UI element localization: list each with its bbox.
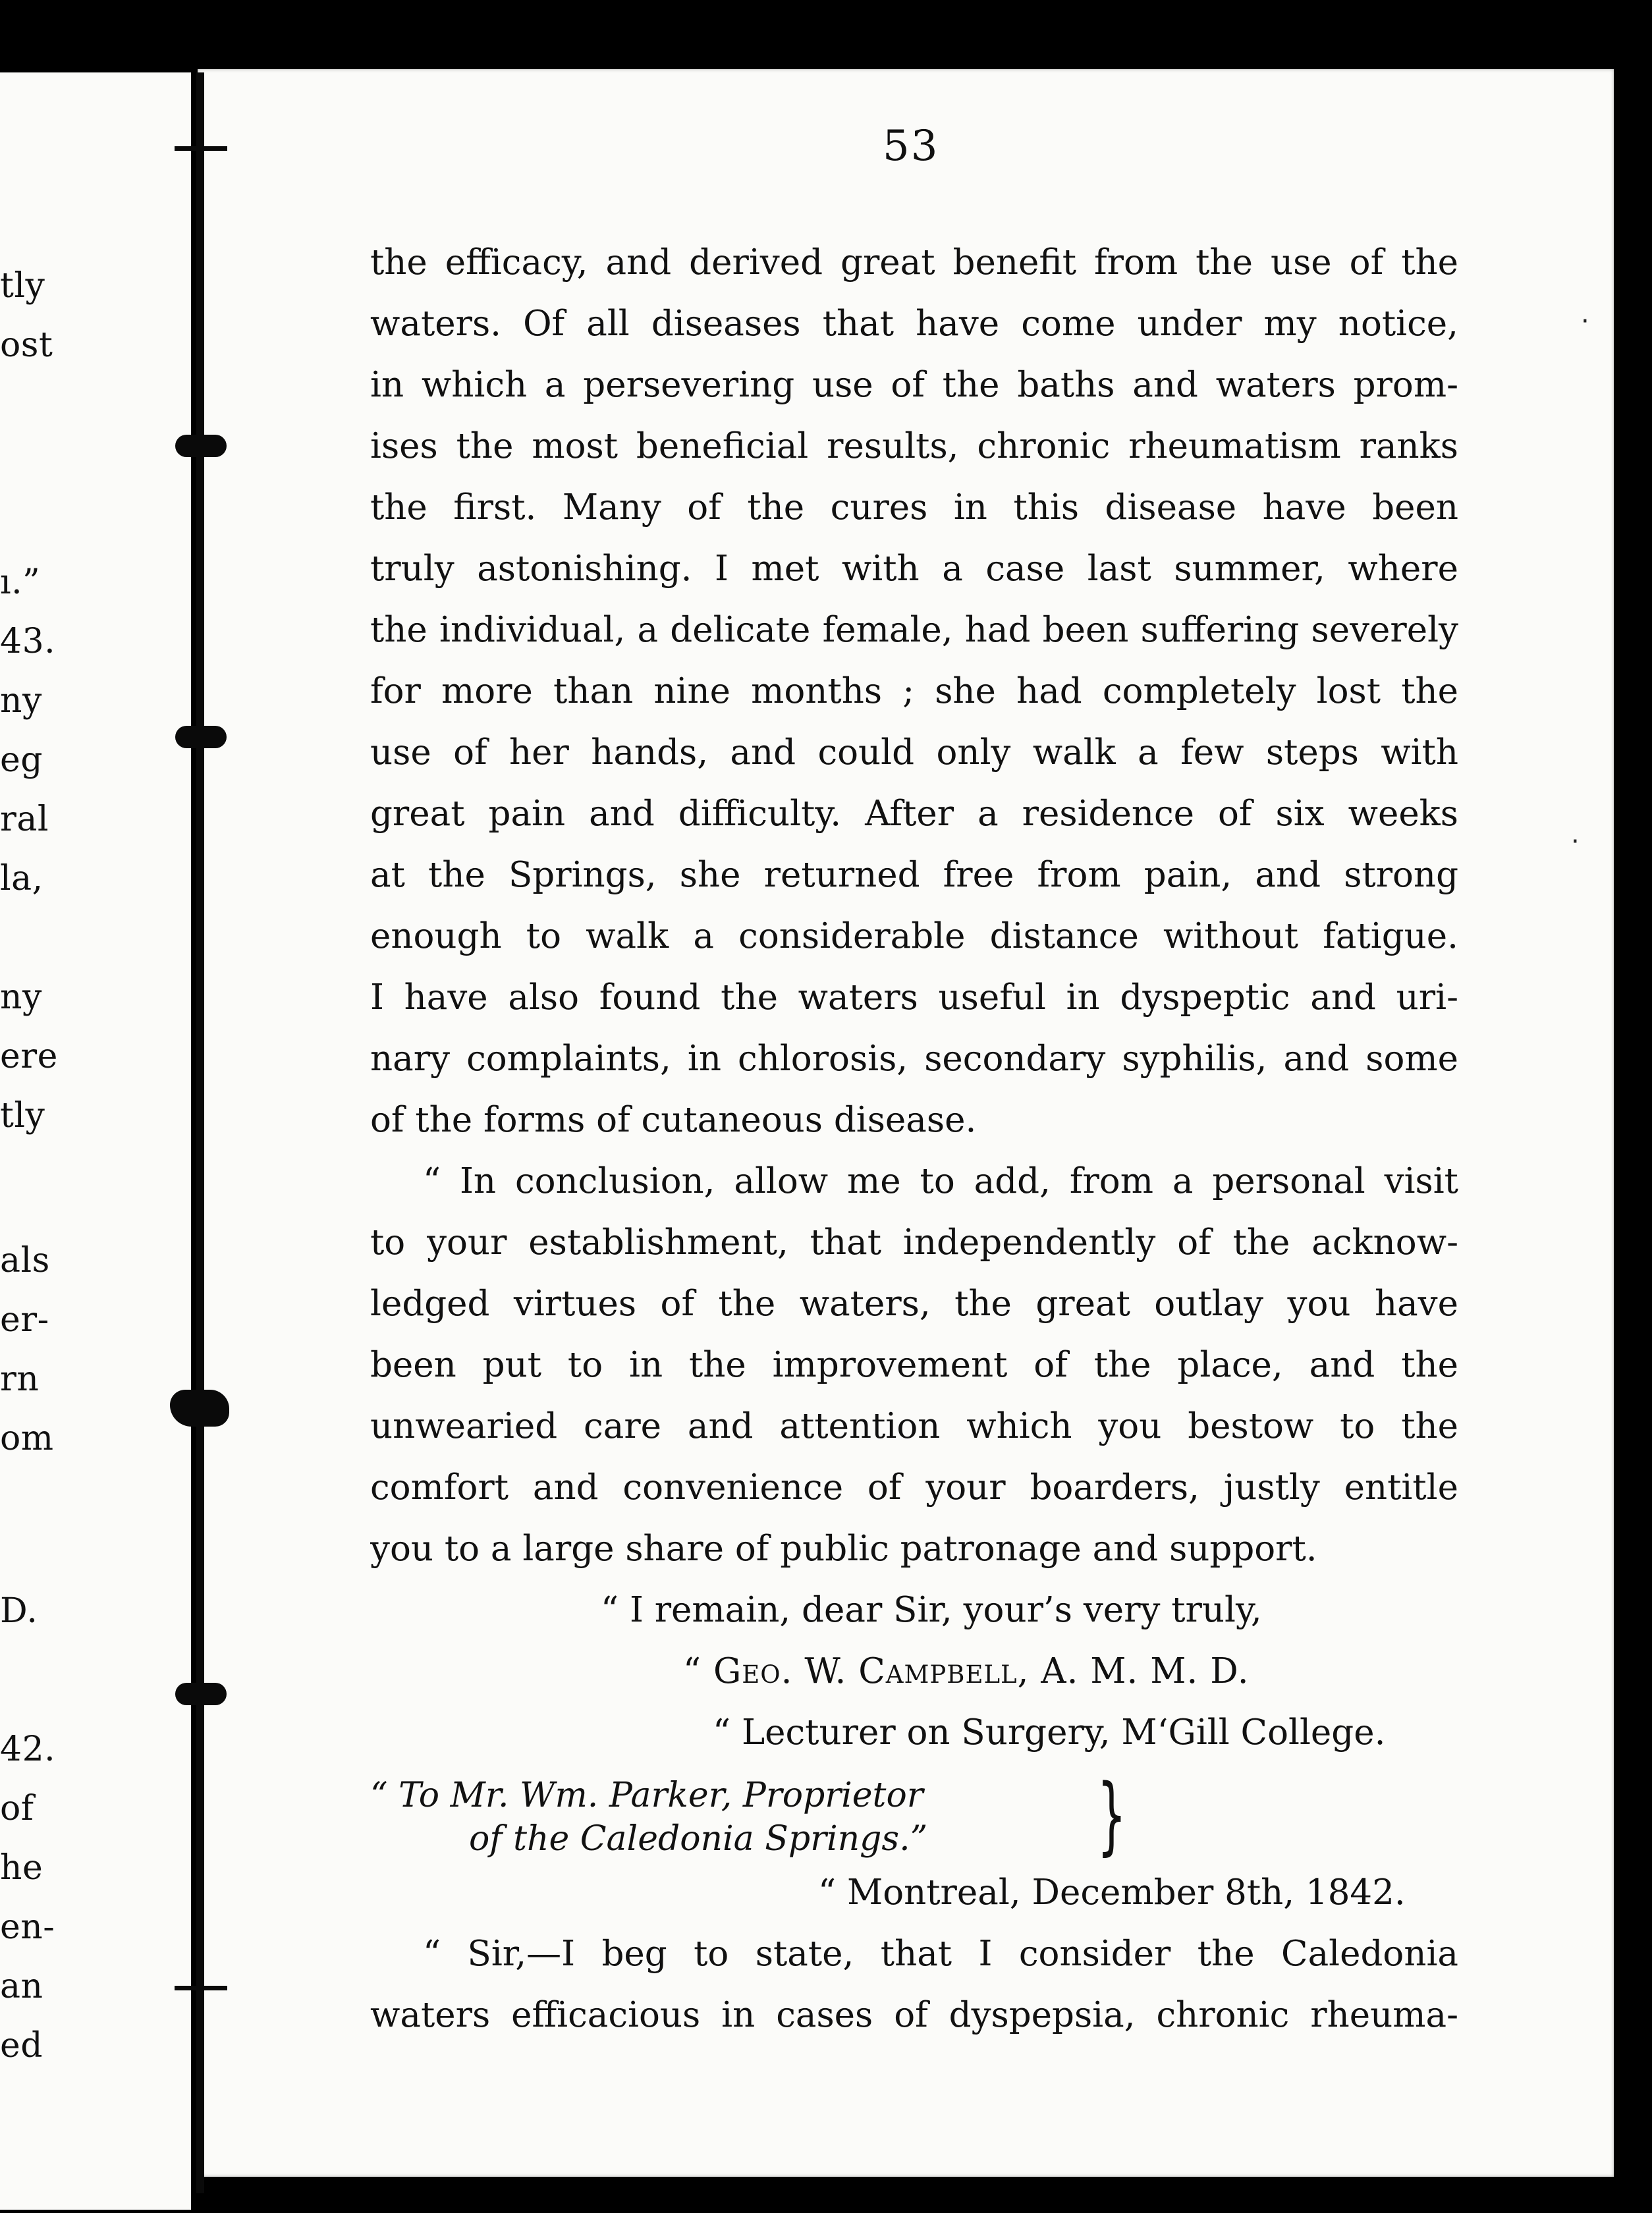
- page-number: 53: [883, 122, 939, 171]
- facing-page-line: om: [0, 1419, 54, 1458]
- text-line: the efficacy, and derived great benefit from the use of the: [370, 242, 1458, 283]
- text-line: for more than nine months ; she had completely lost the: [370, 671, 1458, 711]
- text-line: of the forms of cutaneous disease.: [370, 1100, 977, 1140]
- binding-knot: [175, 1683, 227, 1705]
- signature-title: “ Lecturer on Surgery, M‘Gill College.: [713, 1712, 1386, 1753]
- addressee-block: [370, 1763, 1458, 1865]
- binding-knot: [175, 726, 227, 748]
- facing-page-line: of: [0, 1789, 34, 1828]
- text-line: the individual, a delicate female, had been suffering severely: [370, 610, 1458, 650]
- text-line: to your establishment, that independently of the acknow-: [370, 1222, 1458, 1263]
- text-line: in which a persevering use of the baths and waters prom-: [370, 365, 1458, 405]
- binding-knot: [170, 1390, 229, 1427]
- facing-page-line: 42.: [0, 1730, 56, 1769]
- signature-name: “ Geo. W. Campbell, A. M. M. D.: [683, 1651, 1250, 1691]
- text-line: waters efficacious in cases of dyspepsia, chronic rheuma-: [370, 1995, 1458, 2035]
- letter-closing: “ I remain, dear Sir, your’s very truly,: [601, 1590, 1262, 1630]
- facing-page-line: als: [0, 1241, 50, 1280]
- text-line: ledged virtues of the waters, the great outlay you have: [370, 1284, 1458, 1324]
- facing-page-fragment: [0, 72, 191, 2210]
- text-line: I have also found the waters useful in dyspeptic and uri-: [370, 977, 1458, 1018]
- page-body: [370, 232, 1458, 2046]
- facing-page-line: en-: [0, 1907, 55, 1947]
- text-line: you to a large share of public patronage and support.: [370, 1529, 1317, 1569]
- scan-speck: ·: [1581, 306, 1589, 337]
- text-line: ises the most beneficial results, chronic rheumatism ranks: [370, 426, 1458, 466]
- text-line: “ In conclusion, allow me to add, from a personal visit: [423, 1161, 1458, 1201]
- facing-page-line: an: [0, 1967, 43, 2006]
- facing-page-line: ral: [0, 800, 49, 839]
- facing-page-line: ed: [0, 2026, 43, 2065]
- text-line: been put to in the improvement of the place, and the: [370, 1345, 1458, 1385]
- text-line: enough to walk a considerable distance without fatigue.: [370, 916, 1458, 956]
- binding-stitch: [175, 1986, 227, 1990]
- facing-page-line: eg: [0, 740, 43, 780]
- dateline: “ Montreal, December 8th, 1842.: [818, 1872, 1406, 1913]
- text-line: great pain and difficulty. After a residence of six weeks: [370, 794, 1458, 834]
- text-line: unwearied care and attention which you bestow to the: [370, 1406, 1458, 1446]
- addressee-brace: }: [1097, 1766, 1127, 1865]
- addressee-line: “ To Mr. Wm. Parker, Proprietor: [370, 1776, 923, 1815]
- facing-page-line: rn: [0, 1359, 40, 1399]
- binding-spine: [196, 72, 204, 2193]
- facing-page-line: tly: [0, 266, 45, 306]
- scan-speck: ·: [1571, 827, 1580, 857]
- facing-page-line: ı.”: [0, 562, 41, 602]
- text-line: nary complaints, in chlorosis, secondary syphilis, and some: [370, 1039, 1458, 1079]
- facing-page-line: tly: [0, 1096, 45, 1135]
- text-line: at the Springs, she returned free from pain, and strong: [370, 855, 1458, 895]
- facing-page-line: er-: [0, 1300, 49, 1340]
- text-line: truly astonishing. I met with a case last summer, where: [370, 549, 1458, 589]
- facing-page-line: ny: [0, 977, 42, 1017]
- text-line: “ Sir,—I beg to state, that I consider the Caledonia: [423, 1934, 1458, 1974]
- text-line: comfort and convenience of your boarders, justly entitle: [370, 1467, 1458, 1508]
- binding-stitch: [175, 146, 227, 151]
- text-line: use of her hands, and could only walk a few steps with: [370, 732, 1458, 773]
- text-line: waters. Of all diseases that have come under my notice,: [370, 304, 1458, 344]
- binding-knot: [175, 435, 227, 457]
- facing-page-line: la,: [0, 859, 43, 898]
- facing-page-line: ere: [0, 1037, 58, 1076]
- facing-page-line: D.: [0, 1591, 38, 1631]
- addressee-line: of the Caledonia Springs.”: [469, 1819, 928, 1859]
- facing-page-line: he: [0, 1848, 43, 1888]
- facing-page-line: ost: [0, 325, 53, 365]
- facing-page-line: 43.: [0, 622, 56, 661]
- facing-page-line: ny: [0, 681, 42, 721]
- text-line: the first. Many of the cures in this disease have been: [370, 487, 1458, 528]
